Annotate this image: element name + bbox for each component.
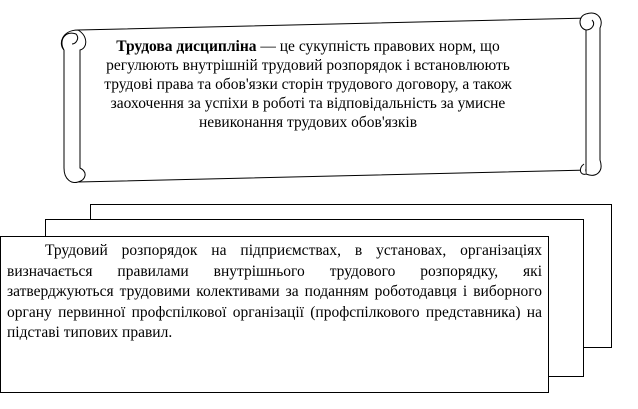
note-sheet <box>0 236 549 393</box>
definition-term: Трудова дисципліна <box>116 38 257 55</box>
definition-body: — це сукупність правових норм, що регулюють внутрішній трудовий розпорядок і встановлюють трудові права та обов'язки сторін трудового договору, а також заохочення за успіхи в роботі та відповідальність за умисне невиконання трудових обов'язків <box>104 38 512 131</box>
note-text: Трудовий розпорядок на підприємствах, в установах, організаціях визначається правилами внутрішнього трудового розпорядку, які затверджуються трудовими колективами за поданням роботодавця і виборного органу первинної профспілкової організації (профспілкового представника) на підставі типових правил. <box>7 242 542 341</box>
definition-text <box>88 37 528 132</box>
